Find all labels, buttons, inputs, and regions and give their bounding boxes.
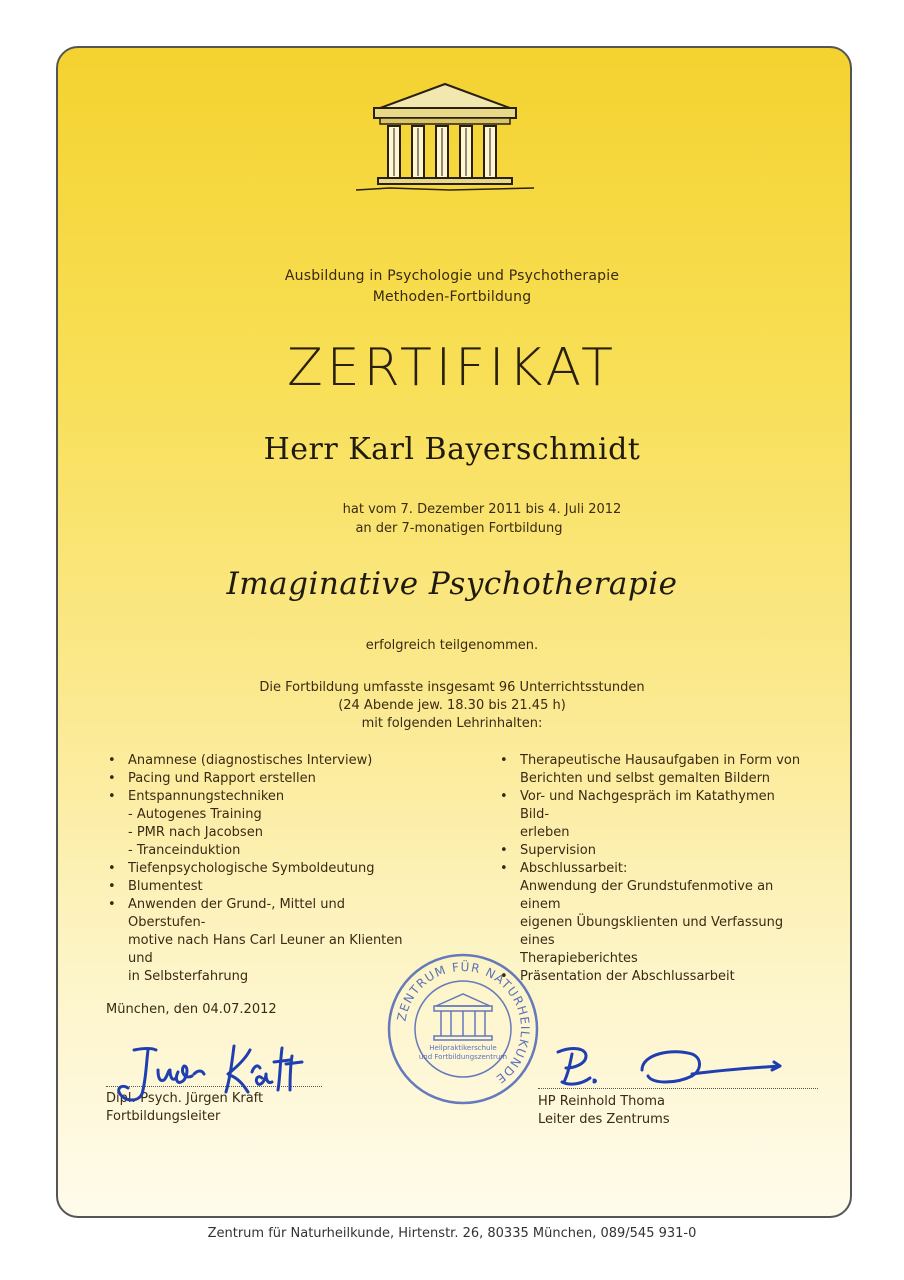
list-item: • Tiefenpsychologische Symboldeutung	[106, 860, 426, 878]
certificate-title: ZERTIFIKAT	[287, 338, 617, 398]
list-item: • Blumentest	[106, 878, 426, 896]
subtitle-line-1: Ausbildung in Psychologie und Psychotherapie	[284, 268, 620, 284]
list-item-continuation: eigenen Übungsklienten und Verfassung eines	[520, 915, 784, 948]
stamp-inner-line-2: und Fortbildungszentrum	[418, 1053, 508, 1061]
list-subitem: - Autogenes Training	[128, 807, 262, 822]
signature-juergen-kraft	[104, 1036, 334, 1116]
training-line: an der 7-monatigen Fortbildung	[355, 521, 563, 536]
list-item-continuation: Anwendung der Grundstufenmotive an einem	[520, 879, 774, 912]
list-item: • Anamnese (diagnostisches Interview)	[106, 752, 426, 770]
list-item: • Therapeutische Hausaufgaben in Form von	[498, 752, 808, 770]
official-stamp	[384, 950, 542, 1108]
list-item-continuation: Berichten und selbst gemalten Bildern	[520, 771, 770, 786]
list-item: • Pacing und Rapport erstellen	[106, 770, 426, 788]
subtitle-line-2: Methoden-Fortbildung	[372, 289, 532, 305]
list-subitem: - Tranceinduktion	[128, 843, 241, 858]
list-item-continuation: in Selbsterfahrung	[128, 969, 249, 984]
list-item: • Abschlussarbeit:	[498, 860, 808, 878]
place-date: München, den 04.07.2012	[106, 1002, 277, 1017]
signatory-right-name: HP Reinhold Thoma	[538, 1094, 665, 1109]
content-list-left	[106, 752, 426, 986]
scope-line-3: mit folgenden Lehrinhalten:	[361, 716, 543, 731]
stamp-temple-icon	[434, 994, 492, 1040]
signatory-right	[538, 1093, 670, 1129]
list-item-continuation: erleben	[520, 825, 570, 840]
list-item: • Anwenden der Grund-, Mittel und Oberstufen-	[106, 896, 426, 932]
list-item: • Supervision	[498, 842, 808, 860]
scope-line-1: Die Fortbildung umfasste insgesamt 96 Unterrichtsstunden	[259, 680, 645, 695]
stamp-inner-line-1: Heilpraktikerschule	[429, 1044, 497, 1052]
stamp-ring-text: ZENTRUM FÜR NATURHEILKUNDE	[394, 959, 533, 1087]
completion-text: erfolgreich teilgenommen.	[365, 638, 539, 653]
signatory-right-role: Leiter des Zentrums	[538, 1112, 670, 1127]
signatory-left-name: Dipl.-Psych. Jürgen Kraft	[106, 1091, 264, 1106]
footer-address: Zentrum für Naturheilkunde, Hirtenstr. 26, 80335 München, 089/545 931-0	[207, 1226, 697, 1241]
recipient-name: Herr Karl Bayerschmidt	[263, 432, 641, 467]
period-line: hat vom 7. Dezember 2011 bis 4. Juli 2012	[342, 502, 622, 517]
list-item-continuation: Therapieberichtes	[520, 951, 638, 966]
signature-reinhold-thoma	[552, 1040, 792, 1092]
list-item: • Entspannungstechniken	[106, 788, 426, 806]
list-item: • Präsentation der Abschlussarbeit	[498, 968, 808, 986]
temple-logo-icon	[350, 78, 540, 196]
scope-line-2: (24 Abende jew. 18.30 bis 21.45 h)	[338, 698, 566, 713]
list-item-continuation: motive nach Hans Carl Leuner an Klienten und	[128, 933, 403, 966]
list-subitem: - PMR nach Jacobsen	[128, 825, 263, 840]
content-list-right	[498, 752, 808, 986]
list-item: • Vor- und Nachgespräch im Katathymen Bild-	[498, 788, 808, 824]
signatory-left-role: Fortbildungsleiter	[106, 1109, 221, 1124]
course-name: Imaginative Psychotherapie	[226, 566, 678, 602]
